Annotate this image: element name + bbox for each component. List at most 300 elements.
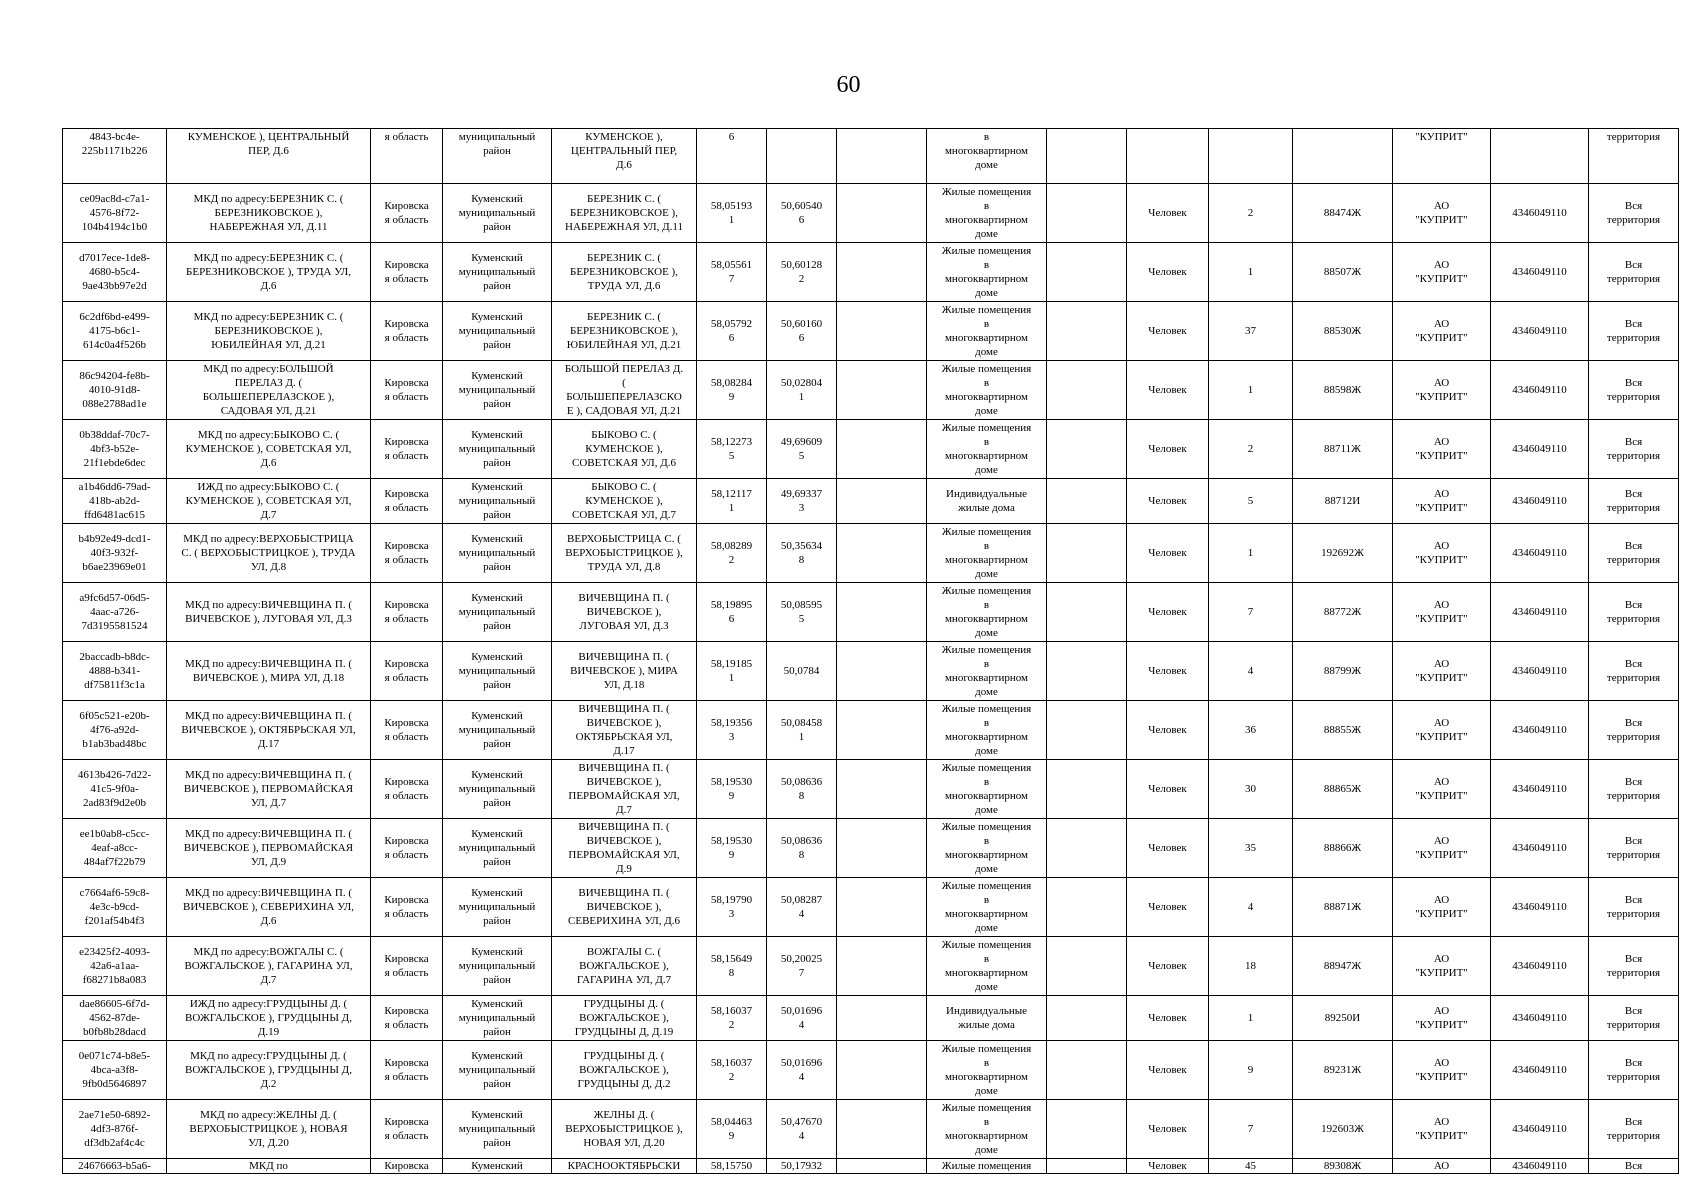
latitude-cell: 58,16037 2 bbox=[697, 1041, 767, 1100]
district-cell: муниципальный район bbox=[443, 129, 552, 184]
district-cell: Куменский муниципальный район bbox=[443, 937, 552, 996]
organization-cell: АО "КУПРИТ" bbox=[1393, 420, 1491, 479]
address-cell: ВИЧЕВЩИНА П. ( ВИЧЕВСКОЕ ), ЛУГОВАЯ УЛ, Д.3 bbox=[552, 583, 697, 642]
table-row bbox=[63, 302, 1679, 361]
organization-cell: АО "КУПРИТ" bbox=[1393, 479, 1491, 524]
longitude-cell: 50,60160 6 bbox=[767, 302, 837, 361]
housing-type-cell: Жилые помещения в многоквартирном доме bbox=[927, 760, 1047, 819]
territory-cell: Вся территория bbox=[1589, 701, 1679, 760]
housing-type-cell: Жилые помещения в многоквартирном доме bbox=[927, 361, 1047, 420]
registry-table bbox=[62, 128, 1679, 1174]
object-name-cell: МКД по адресу:БОЛЬШОЙ ПЕРЕЛАЗ Д. ( БОЛЬШЕПЕРЕЛАЗСКОЕ ), САДОВАЯ УЛ, Д.21 bbox=[167, 361, 371, 420]
inn-cell: 4346049110 bbox=[1491, 524, 1589, 583]
code-cell: 88772Ж bbox=[1293, 583, 1393, 642]
code-cell: 192692Ж bbox=[1293, 524, 1393, 583]
organization-cell: АО "КУПРИТ" bbox=[1393, 243, 1491, 302]
housing-type-cell: Жилые помещения в многоквартирном доме bbox=[927, 184, 1047, 243]
longitude-cell: 50,0784 bbox=[767, 642, 837, 701]
inn-cell: 4346049110 bbox=[1491, 1100, 1589, 1159]
housing-type-cell: Жилые помещения в многоквартирном доме bbox=[927, 878, 1047, 937]
address-cell: ВИЧЕВЩИНА П. ( ВИЧЕВСКОЕ ), ПЕРВОМАЙСКАЯ УЛ, Д.7 bbox=[552, 760, 697, 819]
code-cell: 88712И bbox=[1293, 479, 1393, 524]
district-cell: Куменский муниципальный район bbox=[443, 184, 552, 243]
territory-cell: Вся территория bbox=[1589, 1100, 1679, 1159]
object-name-cell: МКД по адресу:ВИЧЕВЩИНА П. ( ВИЧЕВСКОЕ ), СЕВЕРИХИНА УЛ, Д.6 bbox=[167, 878, 371, 937]
object-name-cell: ИЖД по адресу:ГРУДЦЫНЫ Д. ( ВОЖГАЛЬСКОЕ ), ГРУДЦЫНЫ Д, Д.19 bbox=[167, 996, 371, 1041]
inn-cell: 4346049110 bbox=[1491, 819, 1589, 878]
object-name-cell: МКД по адресу:ВИЧЕВЩИНА П. ( ВИЧЕВСКОЕ ), ЛУГОВАЯ УЛ, Д.3 bbox=[167, 583, 371, 642]
blank-cell bbox=[1047, 129, 1127, 184]
table-row bbox=[63, 1041, 1679, 1100]
region-cell: я область bbox=[371, 129, 443, 184]
object-name-cell: ИЖД по адресу:БЫКОВО С. ( КУМЕНСКОЕ ), СОВЕТСКАЯ УЛ, Д.7 bbox=[167, 479, 371, 524]
empty-cell bbox=[837, 129, 927, 184]
district-cell: Куменский муниципальный район bbox=[443, 1041, 552, 1100]
object-id-cell: 0b38ddaf-70c7- 4bf3-b52e- 21f1ebde6dec bbox=[63, 420, 167, 479]
quantity-cell bbox=[1209, 129, 1293, 184]
region-cell: Кировска я область bbox=[371, 642, 443, 701]
unit-cell: Человек bbox=[1127, 760, 1209, 819]
object-name-cell: МКД по bbox=[167, 1159, 371, 1174]
organization-cell: АО "КУПРИТ" bbox=[1393, 819, 1491, 878]
table-row bbox=[63, 420, 1679, 479]
latitude-cell: 58,16037 2 bbox=[697, 996, 767, 1041]
blank-cell bbox=[1047, 937, 1127, 996]
table-row bbox=[63, 760, 1679, 819]
organization-cell: АО "КУПРИТ" bbox=[1393, 524, 1491, 583]
region-cell: Кировска я область bbox=[371, 243, 443, 302]
address-cell: КРАСНООКТЯБРЬСКИ bbox=[552, 1159, 697, 1174]
object-id-cell: 6f05c521-e20b- 4f76-a92d- b1ab3bad48bc bbox=[63, 701, 167, 760]
latitude-cell: 58,05193 1 bbox=[697, 184, 767, 243]
empty-cell bbox=[837, 819, 927, 878]
latitude-cell: 58,15649 8 bbox=[697, 937, 767, 996]
object-id-cell: 86c94204-fe8b- 4010-91d8- 088e2788ad1e bbox=[63, 361, 167, 420]
blank-cell bbox=[1047, 361, 1127, 420]
longitude-cell: 50,60128 2 bbox=[767, 243, 837, 302]
region-cell: Кировска я область bbox=[371, 184, 443, 243]
quantity-cell: 18 bbox=[1209, 937, 1293, 996]
object-id-cell: a1b46dd6-79ad- 418b-ab2d- ffd6481ac615 bbox=[63, 479, 167, 524]
object-name-cell: МКД по адресу:ЖЕЛНЫ Д. ( ВЕРХОБЫСТРИЦКОЕ ), НОВАЯ УЛ, Д.20 bbox=[167, 1100, 371, 1159]
address-cell: БОЛЬШОЙ ПЕРЕЛАЗ Д. ( БОЛЬШЕПЕРЕЛАЗСКО Е ), САДОВАЯ УЛ, Д.21 bbox=[552, 361, 697, 420]
unit-cell: Человек bbox=[1127, 878, 1209, 937]
latitude-cell: 58,08284 9 bbox=[697, 361, 767, 420]
code-cell: 88866Ж bbox=[1293, 819, 1393, 878]
region-cell: Кировска я область bbox=[371, 524, 443, 583]
latitude-cell: 58,19530 9 bbox=[697, 760, 767, 819]
empty-cell bbox=[837, 420, 927, 479]
address-cell: БЫКОВО С. ( КУМЕНСКОЕ ), СОВЕТСКАЯ УЛ, Д.6 bbox=[552, 420, 697, 479]
latitude-cell: 58,19530 9 bbox=[697, 819, 767, 878]
territory-cell: Вся территория bbox=[1589, 937, 1679, 996]
district-cell: Куменский муниципальный район bbox=[443, 420, 552, 479]
object-name-cell: МКД по адресу:ВИЧЕВЩИНА П. ( ВИЧЕВСКОЕ ), ПЕРВОМАЙСКАЯ УЛ, Д.9 bbox=[167, 819, 371, 878]
longitude-cell: 50,20025 7 bbox=[767, 937, 837, 996]
code-cell: 88865Ж bbox=[1293, 760, 1393, 819]
organization-cell: АО "КУПРИТ" bbox=[1393, 642, 1491, 701]
code-cell: 192603Ж bbox=[1293, 1100, 1393, 1159]
housing-type-cell: Жилые помещения в многоквартирном доме bbox=[927, 1100, 1047, 1159]
object-name-cell: МКД по адресу:БЕРЕЗНИК С. ( БЕРЕЗНИКОВСКОЕ ), НАБЕРЕЖНАЯ УЛ, Д.11 bbox=[167, 184, 371, 243]
empty-cell bbox=[837, 760, 927, 819]
district-cell: Куменский муниципальный район bbox=[443, 583, 552, 642]
housing-type-cell: Жилые помещения в многоквартирном доме bbox=[927, 524, 1047, 583]
code-cell: 88947Ж bbox=[1293, 937, 1393, 996]
quantity-cell: 5 bbox=[1209, 479, 1293, 524]
latitude-cell: 58,15750 bbox=[697, 1159, 767, 1174]
address-cell: ВЕРХОБЫСТРИЦА С. ( ВЕРХОБЫСТРИЦКОЕ ), ТРУДА УЛ, Д.8 bbox=[552, 524, 697, 583]
district-cell: Куменский муниципальный район bbox=[443, 996, 552, 1041]
territory-cell: Вся bbox=[1589, 1159, 1679, 1174]
longitude-cell: 50,02804 1 bbox=[767, 361, 837, 420]
longitude-cell: 50,01696 4 bbox=[767, 1041, 837, 1100]
housing-type-cell: Индивидуальные жилые дома bbox=[927, 479, 1047, 524]
longitude-cell: 50,47670 4 bbox=[767, 1100, 837, 1159]
unit-cell: Человек bbox=[1127, 1041, 1209, 1100]
table-row bbox=[63, 243, 1679, 302]
organization-cell: АО "КУПРИТ" bbox=[1393, 1100, 1491, 1159]
table-row bbox=[63, 361, 1679, 420]
region-cell: Кировска я область bbox=[371, 701, 443, 760]
unit-cell: Человек bbox=[1127, 1159, 1209, 1174]
longitude-cell: 50,35634 8 bbox=[767, 524, 837, 583]
object-name-cell: МКД по адресу:ВЕРХОБЫСТРИЦА С. ( ВЕРХОБЫСТРИЦКОЕ ), ТРУДА УЛ, Д.8 bbox=[167, 524, 371, 583]
region-cell: Кировска я область bbox=[371, 420, 443, 479]
table-row bbox=[63, 701, 1679, 760]
quantity-cell: 2 bbox=[1209, 420, 1293, 479]
district-cell: Куменский муниципальный район bbox=[443, 760, 552, 819]
blank-cell bbox=[1047, 479, 1127, 524]
longitude-cell: 49,69337 3 bbox=[767, 479, 837, 524]
housing-type-cell: Жилые помещения в многоквартирном доме bbox=[927, 420, 1047, 479]
object-name-cell: КУМЕНСКОЕ ), ЦЕНТРАЛЬНЫЙ ПЕР, Д.6 bbox=[167, 129, 371, 184]
address-cell: ГРУДЦЫНЫ Д. ( ВОЖГАЛЬСКОЕ ), ГРУДЦЫНЫ Д, Д.19 bbox=[552, 996, 697, 1041]
blank-cell bbox=[1047, 302, 1127, 361]
region-cell: Кировска я область bbox=[371, 996, 443, 1041]
district-cell: Куменский муниципальный район bbox=[443, 819, 552, 878]
district-cell: Куменский муниципальный район bbox=[443, 479, 552, 524]
empty-cell bbox=[837, 184, 927, 243]
object-id-cell: 0e071c74-b8e5- 4bca-a3f8- 9fb0d5646897 bbox=[63, 1041, 167, 1100]
territory-cell: Вся территория bbox=[1589, 760, 1679, 819]
housing-type-cell: Жилые помещения в многоквартирном доме bbox=[927, 701, 1047, 760]
table-row bbox=[63, 524, 1679, 583]
table-row bbox=[63, 1159, 1679, 1174]
code-cell: 89308Ж bbox=[1293, 1159, 1393, 1174]
region-cell: Кировска я область bbox=[371, 1041, 443, 1100]
code-cell: 88799Ж bbox=[1293, 642, 1393, 701]
territory-cell: Вся территория bbox=[1589, 642, 1679, 701]
object-name-cell: МКД по адресу:БЕРЕЗНИК С. ( БЕРЕЗНИКОВСКОЕ ), ТРУДА УЛ, Д.6 bbox=[167, 243, 371, 302]
object-name-cell: МКД по адресу:БЫКОВО С. ( КУМЕНСКОЕ ), СОВЕТСКАЯ УЛ, Д.6 bbox=[167, 420, 371, 479]
code-cell: 88711Ж bbox=[1293, 420, 1393, 479]
housing-type-cell: Жилые помещения в многоквартирном доме bbox=[927, 583, 1047, 642]
empty-cell bbox=[837, 524, 927, 583]
blank-cell bbox=[1047, 996, 1127, 1041]
table-row bbox=[63, 996, 1679, 1041]
latitude-cell: 58,05792 6 bbox=[697, 302, 767, 361]
unit-cell bbox=[1127, 129, 1209, 184]
quantity-cell: 9 bbox=[1209, 1041, 1293, 1100]
inn-cell: 4346049110 bbox=[1491, 1041, 1589, 1100]
longitude-cell bbox=[767, 129, 837, 184]
blank-cell bbox=[1047, 524, 1127, 583]
empty-cell bbox=[837, 701, 927, 760]
latitude-cell: 58,19185 1 bbox=[697, 642, 767, 701]
latitude-cell: 58,05561 7 bbox=[697, 243, 767, 302]
latitude-cell: 58,19895 6 bbox=[697, 583, 767, 642]
quantity-cell: 1 bbox=[1209, 361, 1293, 420]
address-cell: ВИЧЕВЩИНА П. ( ВИЧЕВСКОЕ ), МИРА УЛ, Д.18 bbox=[552, 642, 697, 701]
organization-cell: АО "КУПРИТ" bbox=[1393, 701, 1491, 760]
district-cell: Куменский муниципальный район bbox=[443, 1100, 552, 1159]
code-cell: 89231Ж bbox=[1293, 1041, 1393, 1100]
territory-cell: Вся территория bbox=[1589, 878, 1679, 937]
territory-cell: Вся территория bbox=[1589, 583, 1679, 642]
district-cell: Куменский муниципальный район bbox=[443, 243, 552, 302]
unit-cell: Человек bbox=[1127, 642, 1209, 701]
latitude-cell: 58,04463 9 bbox=[697, 1100, 767, 1159]
unit-cell: Человек bbox=[1127, 243, 1209, 302]
object-id-cell: 24676663-b5a6- bbox=[63, 1159, 167, 1174]
empty-cell bbox=[837, 878, 927, 937]
object-id-cell: c7664af6-59c8- 4e3c-b9cd- f201af54b4f3 bbox=[63, 878, 167, 937]
longitude-cell: 49,69609 5 bbox=[767, 420, 837, 479]
inn-cell: 4346049110 bbox=[1491, 302, 1589, 361]
empty-cell bbox=[837, 583, 927, 642]
inn-cell: 4346049110 bbox=[1491, 937, 1589, 996]
region-cell: Кировска я область bbox=[371, 760, 443, 819]
object-id-cell: 6c2df6bd-e499- 4175-b6c1- 614c0a4f526b bbox=[63, 302, 167, 361]
longitude-cell: 50,08458 1 bbox=[767, 701, 837, 760]
region-cell: Кировска я область bbox=[371, 302, 443, 361]
inn-cell: 4346049110 bbox=[1491, 996, 1589, 1041]
housing-type-cell: Индивидуальные жилые дома bbox=[927, 996, 1047, 1041]
inn-cell bbox=[1491, 129, 1589, 184]
quantity-cell: 1 bbox=[1209, 996, 1293, 1041]
blank-cell bbox=[1047, 243, 1127, 302]
object-name-cell: МКД по адресу:ВИЧЕВЩИНА П. ( ВИЧЕВСКОЕ ), ПЕРВОМАЙСКАЯ УЛ, Д.7 bbox=[167, 760, 371, 819]
address-cell: ВИЧЕВЩИНА П. ( ВИЧЕВСКОЕ ), СЕВЕРИХИНА УЛ, Д.6 bbox=[552, 878, 697, 937]
region-cell: Кировска я область bbox=[371, 1100, 443, 1159]
inn-cell: 4346049110 bbox=[1491, 642, 1589, 701]
housing-type-cell: Жилые помещения в многоквартирном доме bbox=[927, 302, 1047, 361]
housing-type-cell: Жилые помещения в многоквартирном доме bbox=[927, 642, 1047, 701]
address-cell: БЕРЕЗНИК С. ( БЕРЕЗНИКОВСКОЕ ), ЮБИЛЕЙНАЯ УЛ, Д.21 bbox=[552, 302, 697, 361]
table-row bbox=[63, 878, 1679, 937]
organization-cell: АО bbox=[1393, 1159, 1491, 1174]
object-name-cell: МКД по адресу:БЕРЕЗНИК С. ( БЕРЕЗНИКОВСКОЕ ), ЮБИЛЕЙНАЯ УЛ, Д.21 bbox=[167, 302, 371, 361]
territory-cell: Вся территория bbox=[1589, 819, 1679, 878]
territory-cell: Вся территория bbox=[1589, 479, 1679, 524]
code-cell: 88598Ж bbox=[1293, 361, 1393, 420]
table-row bbox=[63, 583, 1679, 642]
blank-cell bbox=[1047, 1041, 1127, 1100]
address-cell: ГРУДЦЫНЫ Д. ( ВОЖГАЛЬСКОЕ ), ГРУДЦЫНЫ Д, Д.2 bbox=[552, 1041, 697, 1100]
inn-cell: 4346049110 bbox=[1491, 701, 1589, 760]
blank-cell bbox=[1047, 583, 1127, 642]
region-cell: Кировска я область bbox=[371, 878, 443, 937]
district-cell: Куменский муниципальный район bbox=[443, 701, 552, 760]
housing-type-cell: Жилые помещения bbox=[927, 1159, 1047, 1174]
quantity-cell: 4 bbox=[1209, 642, 1293, 701]
table-row bbox=[63, 1100, 1679, 1159]
unit-cell: Человек bbox=[1127, 819, 1209, 878]
quantity-cell: 30 bbox=[1209, 760, 1293, 819]
object-id-cell: 4843-bc4e- 225b1171b226 bbox=[63, 129, 167, 184]
object-name-cell: МКД по адресу:ГРУДЦЫНЫ Д. ( ВОЖГАЛЬСКОЕ ), ГРУДЦЫНЫ Д, Д.2 bbox=[167, 1041, 371, 1100]
blank-cell bbox=[1047, 642, 1127, 701]
inn-cell: 4346049110 bbox=[1491, 420, 1589, 479]
code-cell bbox=[1293, 129, 1393, 184]
latitude-cell: 58,08289 2 bbox=[697, 524, 767, 583]
object-id-cell: ee1b0ab8-c5cc- 4eaf-a8cc- 484af7f22b79 bbox=[63, 819, 167, 878]
object-name-cell: МКД по адресу:ВОЖГАЛЫ С. ( ВОЖГАЛЬСКОЕ ), ГАГАРИНА УЛ, Д.7 bbox=[167, 937, 371, 996]
latitude-cell: 58,19356 3 bbox=[697, 701, 767, 760]
empty-cell bbox=[837, 642, 927, 701]
housing-type-cell: Жилые помещения в многоквартирном доме bbox=[927, 243, 1047, 302]
quantity-cell: 2 bbox=[1209, 184, 1293, 243]
unit-cell: Человек bbox=[1127, 583, 1209, 642]
longitude-cell: 50,08636 8 bbox=[767, 760, 837, 819]
unit-cell: Человек bbox=[1127, 420, 1209, 479]
region-cell: Кировска я область bbox=[371, 583, 443, 642]
empty-cell bbox=[837, 361, 927, 420]
unit-cell: Человек bbox=[1127, 524, 1209, 583]
empty-cell bbox=[837, 243, 927, 302]
territory-cell: Вся территория bbox=[1589, 184, 1679, 243]
address-cell: ВОЖГАЛЫ С. ( ВОЖГАЛЬСКОЕ ), ГАГАРИНА УЛ, Д.7 bbox=[552, 937, 697, 996]
inn-cell: 4346049110 bbox=[1491, 243, 1589, 302]
code-cell: 88474Ж bbox=[1293, 184, 1393, 243]
quantity-cell: 1 bbox=[1209, 524, 1293, 583]
blank-cell bbox=[1047, 184, 1127, 243]
district-cell: Куменский bbox=[443, 1159, 552, 1174]
longitude-cell: 50,01696 4 bbox=[767, 996, 837, 1041]
inn-cell: 4346049110 bbox=[1491, 1159, 1589, 1174]
territory-cell: Вся территория bbox=[1589, 996, 1679, 1041]
district-cell: Куменский муниципальный район bbox=[443, 642, 552, 701]
empty-cell bbox=[837, 1159, 927, 1174]
territory-cell: Вся территория bbox=[1589, 1041, 1679, 1100]
inn-cell: 4346049110 bbox=[1491, 878, 1589, 937]
quantity-cell: 1 bbox=[1209, 243, 1293, 302]
empty-cell bbox=[837, 1100, 927, 1159]
blank-cell bbox=[1047, 878, 1127, 937]
object-name-cell: МКД по адресу:ВИЧЕВЩИНА П. ( ВИЧЕВСКОЕ ), МИРА УЛ, Д.18 bbox=[167, 642, 371, 701]
table-row bbox=[63, 642, 1679, 701]
organization-cell: АО "КУПРИТ" bbox=[1393, 878, 1491, 937]
longitude-cell: 50,17932 bbox=[767, 1159, 837, 1174]
district-cell: Куменский муниципальный район bbox=[443, 524, 552, 583]
unit-cell: Человек bbox=[1127, 361, 1209, 420]
address-cell: БЕРЕЗНИК С. ( БЕРЕЗНИКОВСКОЕ ), ТРУДА УЛ, Д.6 bbox=[552, 243, 697, 302]
unit-cell: Человек bbox=[1127, 302, 1209, 361]
latitude-cell: 58,19790 3 bbox=[697, 878, 767, 937]
table-row bbox=[63, 184, 1679, 243]
district-cell: Куменский муниципальный район bbox=[443, 302, 552, 361]
empty-cell bbox=[837, 479, 927, 524]
housing-type-cell: в многоквартирном доме bbox=[927, 129, 1047, 184]
address-cell: ВИЧЕВЩИНА П. ( ВИЧЕВСКОЕ ), ПЕРВОМАЙСКАЯ УЛ, Д.9 bbox=[552, 819, 697, 878]
housing-type-cell: Жилые помещения в многоквартирном доме bbox=[927, 819, 1047, 878]
region-cell: Кировска bbox=[371, 1159, 443, 1174]
region-cell: Кировска я область bbox=[371, 361, 443, 420]
organization-cell: АО "КУПРИТ" bbox=[1393, 760, 1491, 819]
latitude-cell: 6 bbox=[697, 129, 767, 184]
object-id-cell: a9fc6d57-06d5- 4aac-a726- 7d3195581524 bbox=[63, 583, 167, 642]
empty-cell bbox=[837, 1041, 927, 1100]
housing-type-cell: Жилые помещения в многоквартирном доме bbox=[927, 937, 1047, 996]
territory-cell: Вся территория bbox=[1589, 243, 1679, 302]
blank-cell bbox=[1047, 819, 1127, 878]
table-row bbox=[63, 129, 1679, 184]
blank-cell bbox=[1047, 760, 1127, 819]
address-cell: БЕРЕЗНИК С. ( БЕРЕЗНИКОВСКОЕ ), НАБЕРЕЖНАЯ УЛ, Д.11 bbox=[552, 184, 697, 243]
object-id-cell: 2ae71e50-6892- 4df3-876f- df3db2af4c4c bbox=[63, 1100, 167, 1159]
object-id-cell: e23425f2-4093- 42a6-a1aa- f68271b8a083 bbox=[63, 937, 167, 996]
unit-cell: Человек bbox=[1127, 1100, 1209, 1159]
territory-cell: Вся территория bbox=[1589, 302, 1679, 361]
longitude-cell: 50,08287 4 bbox=[767, 878, 837, 937]
code-cell: 88507Ж bbox=[1293, 243, 1393, 302]
organization-cell: АО "КУПРИТ" bbox=[1393, 302, 1491, 361]
organization-cell: АО "КУПРИТ" bbox=[1393, 996, 1491, 1041]
organization-cell: АО "КУПРИТ" bbox=[1393, 1041, 1491, 1100]
blank-cell bbox=[1047, 1100, 1127, 1159]
object-id-cell: d7017ece-1de8- 4680-b5c4- 9ae43bb97e2d bbox=[63, 243, 167, 302]
region-cell: Кировска я область bbox=[371, 479, 443, 524]
longitude-cell: 50,08636 8 bbox=[767, 819, 837, 878]
quantity-cell: 4 bbox=[1209, 878, 1293, 937]
quantity-cell: 36 bbox=[1209, 701, 1293, 760]
district-cell: Куменский муниципальный район bbox=[443, 878, 552, 937]
territory-cell: Вся территория bbox=[1589, 361, 1679, 420]
object-id-cell: ce09ac8d-c7a1- 4576-8f72- 104b4194c1b0 bbox=[63, 184, 167, 243]
unit-cell: Человек bbox=[1127, 479, 1209, 524]
inn-cell: 4346049110 bbox=[1491, 583, 1589, 642]
quantity-cell: 7 bbox=[1209, 583, 1293, 642]
region-cell: Кировска я область bbox=[371, 937, 443, 996]
district-cell: Куменский муниципальный район bbox=[443, 361, 552, 420]
blank-cell bbox=[1047, 1159, 1127, 1174]
latitude-cell: 58,12273 5 bbox=[697, 420, 767, 479]
inn-cell: 4346049110 bbox=[1491, 184, 1589, 243]
code-cell: 88530Ж bbox=[1293, 302, 1393, 361]
table-row bbox=[63, 819, 1679, 878]
unit-cell: Человек bbox=[1127, 996, 1209, 1041]
territory-cell: Вся территория bbox=[1589, 420, 1679, 479]
longitude-cell: 50,08595 5 bbox=[767, 583, 837, 642]
empty-cell bbox=[837, 996, 927, 1041]
organization-cell: АО "КУПРИТ" bbox=[1393, 361, 1491, 420]
region-cell: Кировска я область bbox=[371, 819, 443, 878]
code-cell: 89250И bbox=[1293, 996, 1393, 1041]
organization-cell: "КУПРИТ" bbox=[1393, 129, 1491, 184]
code-cell: 88855Ж bbox=[1293, 701, 1393, 760]
registry-rows bbox=[63, 129, 1679, 1174]
organization-cell: АО "КУПРИТ" bbox=[1393, 583, 1491, 642]
organization-cell: АО "КУПРИТ" bbox=[1393, 184, 1491, 243]
object-id-cell: dae86605-6f7d- 4562-87de- b0fb8b28dacd bbox=[63, 996, 167, 1041]
table-row bbox=[63, 479, 1679, 524]
address-cell: ЖЕЛНЫ Д. ( ВЕРХОБЫСТРИЦКОЕ ), НОВАЯ УЛ, Д.20 bbox=[552, 1100, 697, 1159]
object-id-cell: 2baccadb-b8dc- 4888-b341- df75811f3c1a bbox=[63, 642, 167, 701]
address-cell: БЫКОВО С. ( КУМЕНСКОЕ ), СОВЕТСКАЯ УЛ, Д.7 bbox=[552, 479, 697, 524]
empty-cell bbox=[837, 302, 927, 361]
organization-cell: АО "КУПРИТ" bbox=[1393, 937, 1491, 996]
